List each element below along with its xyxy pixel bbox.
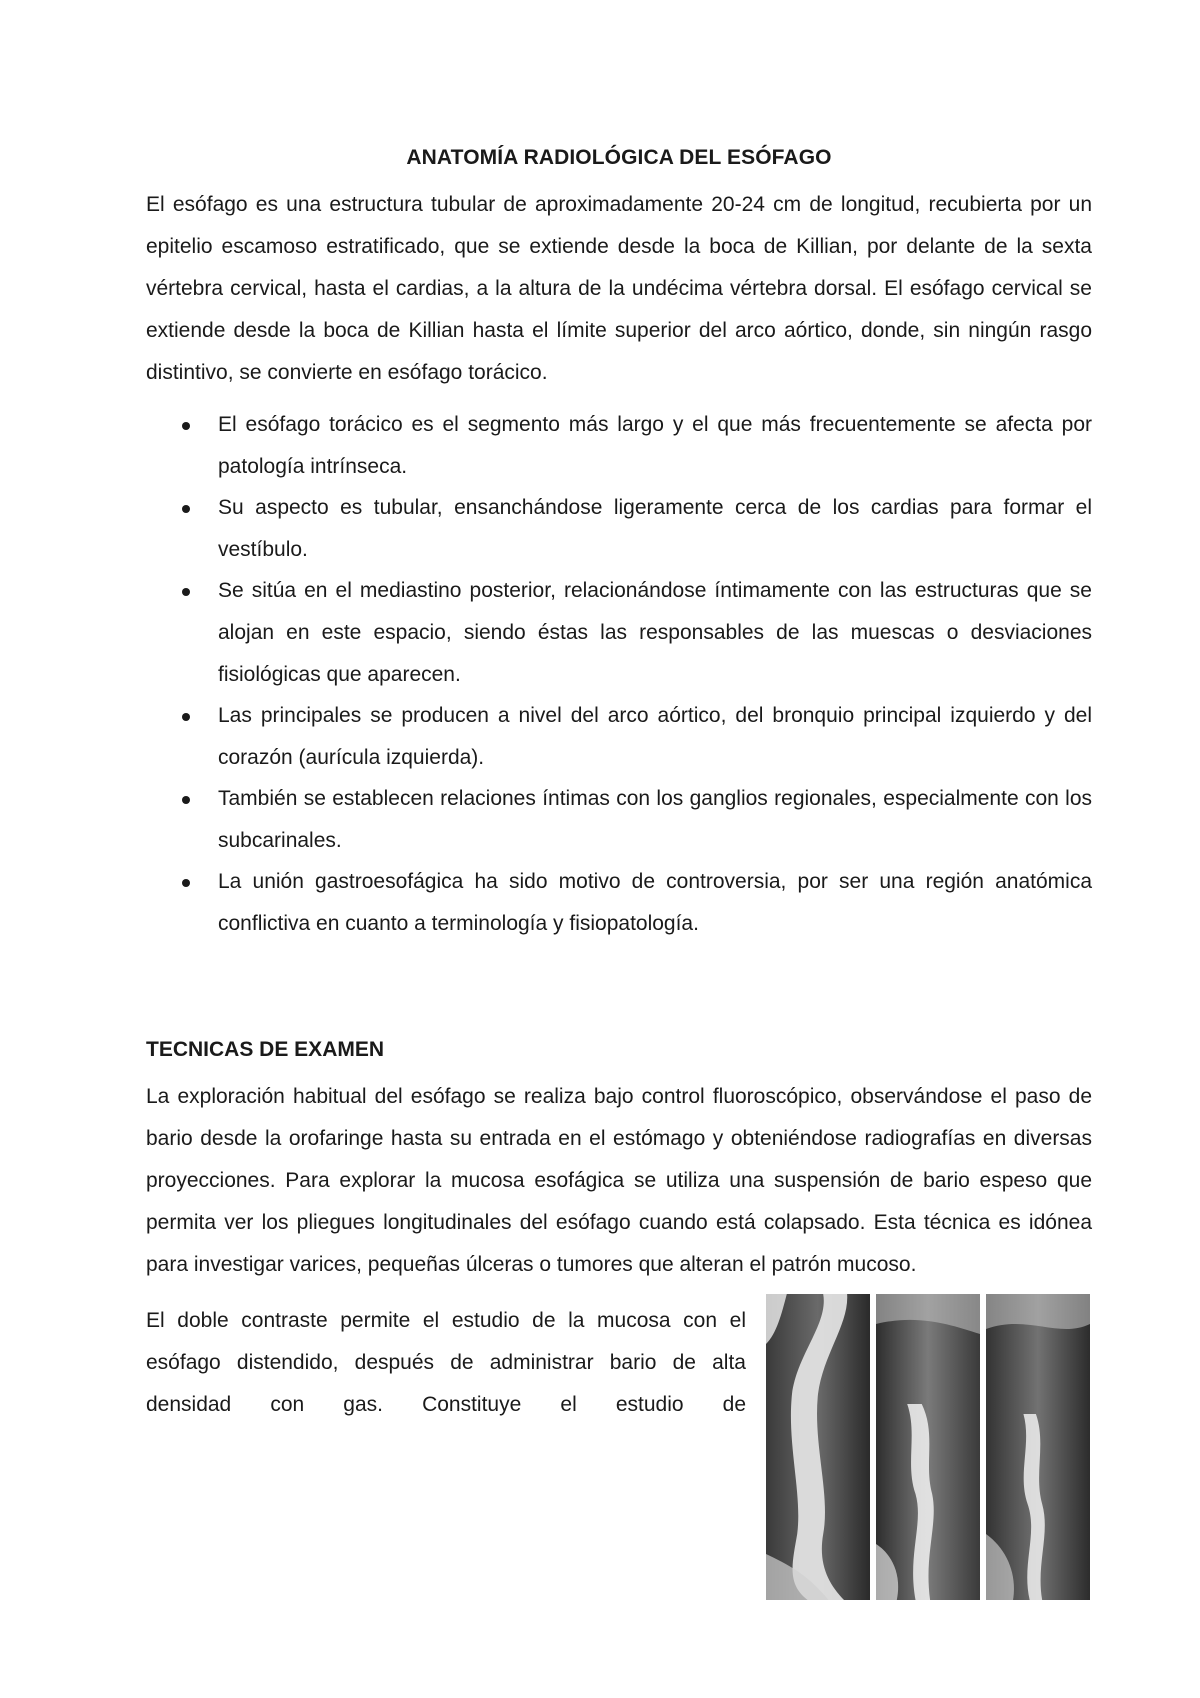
bullet-icon <box>182 879 190 887</box>
bullet-list <box>146 404 1092 945</box>
xray-image-1 <box>766 1294 870 1600</box>
list-item <box>146 404 1092 488</box>
list-item <box>146 695 1092 779</box>
bullet-icon <box>182 588 190 596</box>
bullet-icon <box>182 796 190 804</box>
bullet-icon <box>182 713 190 721</box>
xray-image-3 <box>986 1294 1090 1600</box>
list-item-text: Su aspecto es tubular, ensanchándose ligeramente cerca de los cardias para formar el vestíbulo. <box>218 496 1092 561</box>
list-item <box>146 570 1092 696</box>
technique-paragraph: La exploración habitual del esófago se realiza bajo control fluoroscópico, observándose el paso de bario desde la orofaringe hasta su entrada en el estómago y obteniéndose radiografías en diversas proyecciones. Para explorar la mucosa esofágica se utiliza una suspensión de bario espeso que permita ver los pliegues longitudinales del esófago cuando está colapsado. Esta técnica es idónea para investigar varices, pequeñas úlceras o tumores que alteran el patrón mucoso. <box>146 1085 1092 1276</box>
list-item-text: Se sitúa en el mediastino posterior, relacionándose íntimamente con las estructuras que se alojan en este espacio, siendo éstas las responsables de las muescas o desviaciones fisiológicas que aparecen. <box>218 579 1092 686</box>
list-item <box>146 861 1092 945</box>
bullet-icon <box>182 422 190 430</box>
double-contrast-paragraph: El doble contraste permite el estudio de la mucosa con el esófago distendido, después de administrar bario de alta densidad con gas. Constituye el estudio de <box>146 1309 746 1416</box>
list-item-text: También se establecen relaciones íntimas con los ganglios regionales, especialmente con los subcarinales. <box>218 787 1092 852</box>
esophagus-xray-figure <box>766 1294 1090 1600</box>
list-item-text: Las principales se producen a nivel del arco aórtico, del bronquio principal izquierdo y del corazón (aurícula izquierda). <box>218 704 1092 769</box>
double-contrast-block <box>146 1300 1092 1426</box>
bullet-icon <box>182 505 190 513</box>
intro-paragraph: El esófago es una estructura tubular de aproximadamente 20-24 cm de longitud, recubierta por un epitelio escamoso estratificado, que se extiende desde la boca de Killian, por delante de la sexta vértebra cervical, hasta el cardias, a la altura de la undécima vértebra dorsal. El esófago cervical se extiende desde la boca de Killian hasta el límite superior del arco aórtico, donde, sin ningún rasgo distintivo, se convierte en esófago torácico. <box>146 193 1092 384</box>
list-item <box>146 778 1092 862</box>
section-heading: TECNICAS DE EXAMEN <box>146 1038 385 1061</box>
list-item <box>146 487 1092 571</box>
document-page <box>146 130 1092 1426</box>
list-item-text: La unión gastroesofágica ha sido motivo de controversia, por ser una región anatómica conflictiva en cuanto a terminología y fisiopatología. <box>218 870 1092 935</box>
xray-image-2 <box>876 1294 980 1600</box>
document-title: ANATOMÍA RADIOLÓGICA DEL ESÓFAGO <box>406 146 832 169</box>
list-item-text: El esófago torácico es el segmento más largo y el que más frecuentemente se afecta por patología intrínseca. <box>218 413 1092 478</box>
